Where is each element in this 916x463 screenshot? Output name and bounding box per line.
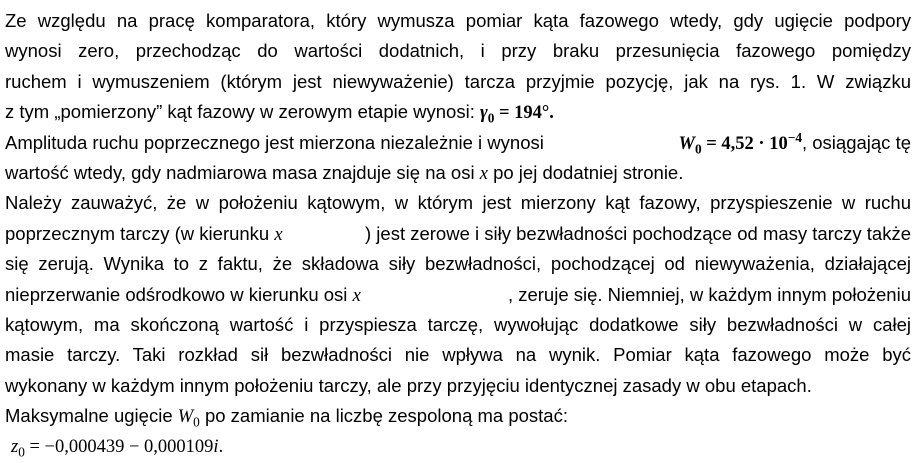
text-line: się zerują. Wynika to z faktu, że składowa siły bezwładności, pochodzącej od niewyważenia, działającej xyxy=(5,253,911,275)
text-span: Maksymalne ugięcie xyxy=(5,405,178,427)
text-span: , zeruje się. Niemniej, w każdym innym położeniu xyxy=(507,283,911,305)
text-line: masie tarczy. Taki rozkład sił bezwładności nie wpływa na wynik. Pomiar kąta fazowego może być xyxy=(5,344,911,366)
text-span: po zamianie na liczbę zespoloną ma postać: xyxy=(199,405,568,427)
text-line xyxy=(5,219,911,249)
w-subscript: 0 xyxy=(694,141,702,157)
text-span: Amplituda ruchu poprzecznego jest mierzona niezależnie i wynosi xyxy=(5,131,549,153)
equation-z0 xyxy=(5,431,911,461)
w-symbol: W xyxy=(678,133,695,154)
text-line xyxy=(5,128,911,158)
text-line: ruchem i wymuszeniem (którym jest niewyważenie) tarcza przyjmie pozycję, jak na rys. 1. W związku xyxy=(5,70,911,92)
z-symbol: z xyxy=(11,437,19,458)
text-line: wykonany w każdym innym położeniu tarczy, ale przy przyjęciu identycznej zasady w obu etapach. xyxy=(5,374,812,396)
gamma-subscript: 0 xyxy=(487,110,495,126)
text-span: poprzecznym tarczy (w kierunku x xyxy=(5,222,283,245)
text-line: wynosi zero, przechodząc do wartości dodatnich, i przy braku przesunięcia fazowego pomiędzy xyxy=(5,40,911,62)
text-line: kątowym, ma skończoną wartość i przyspiesza tarczę, wywołując dodatkowe siły bezwładności w całej xyxy=(5,313,911,335)
x-symbol: x xyxy=(352,285,361,306)
w-symbol: W xyxy=(177,407,194,428)
w-subscript: 0 xyxy=(193,414,200,430)
amplitude-expression xyxy=(679,128,911,158)
w-exponent: −4 xyxy=(787,129,802,145)
text-span: , osiągając tę xyxy=(801,131,911,153)
imaginary-unit: i xyxy=(213,437,219,458)
text-span: wartość wtedy, gdy nadmiarowa masa znajduje się na osi xyxy=(5,161,480,183)
text-line xyxy=(5,401,911,431)
z-end: . xyxy=(218,437,224,458)
x-symbol: x xyxy=(274,224,283,245)
x-symbol: x xyxy=(479,163,488,184)
z-value: = −0,000439 − 0,000109 xyxy=(24,437,214,458)
text-line xyxy=(5,158,911,188)
text-span: ) jest zerowe i siły bezwładności pochodzące od masy tarczy także xyxy=(365,222,911,244)
text-line: Ze względu na pracę komparatora, który wymusza pomiar kąta fazowego wtedy, gdy ugięcie podpory xyxy=(5,10,911,31)
text-line xyxy=(5,97,911,127)
text-span: nieprzerwanie odśrodkowo w kierunku osi x xyxy=(5,283,361,306)
text-span: z tym „pomierzony” kąt fazowy w zerowym etapie wynosi: xyxy=(5,101,480,123)
w-value: = 4,52 · 10 xyxy=(701,133,788,154)
gamma-symbol: γ xyxy=(479,103,488,124)
gamma-value: = 194°. xyxy=(494,103,554,124)
z-subscript: 0 xyxy=(18,445,25,461)
document-body xyxy=(5,6,911,462)
text-line xyxy=(5,280,911,310)
text-line: Należy zauważyć, że w położeniu kątowym, w którym jest mierzony kąt fazowy, przyspieszenie w ruchu xyxy=(5,192,911,214)
text-span: po jej dodatniej stronie. xyxy=(487,161,684,183)
